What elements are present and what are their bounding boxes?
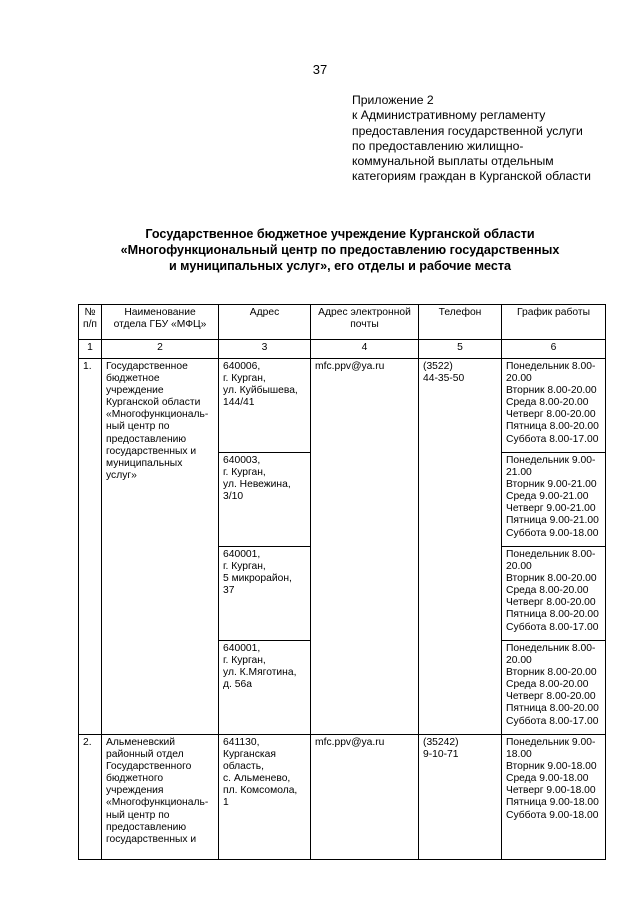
appendix-line: предоставления государственной услуги [352,123,583,138]
office-name-line: районный отдел [106,749,184,761]
schedule-line: Среда 8.00-20.00 [506,397,589,409]
office-name-line: бюджетное [106,373,160,385]
schedule-cell [502,453,606,547]
schedule-line: Понедельник 8.00- [506,549,596,560]
office-name-line: предоставлению [106,433,187,445]
header-text: № [84,307,96,318]
schedule-line: Понедельник 9.00- [506,455,596,466]
schedule-line: 21.00 [506,467,532,479]
office-name-cell [102,735,219,860]
schedule-line: Четверг 8.00-20.00 [506,409,596,421]
address-cell [219,641,311,735]
table-row [79,735,606,860]
title-line: Государственное бюджетное учреждение Курганской области [145,227,535,241]
schedule-line: 20.00 [506,655,532,667]
appendix-line: к Административному регламенту [352,108,546,123]
table-row [79,359,606,453]
address-line: г. Курган, [223,373,266,385]
schedule-cell [502,547,606,641]
address-line: 641130, [223,737,260,748]
header-text: Наименование [124,307,196,318]
schedule-line: Четверг 9.00-18.00 [506,785,596,797]
header-cell-address [219,305,311,340]
schedule-cell [502,735,606,860]
header-cell-email [311,305,419,340]
address-line: область, [223,761,265,773]
office-name-line: Курганской области [106,397,201,409]
address-line: пл. Комсомола, [223,785,298,797]
column-number: 2 [102,340,219,359]
phone-cell [419,359,502,735]
address-line: с. Альменево, [223,773,291,785]
header-cell-phone [419,305,502,340]
column-number-row [79,340,606,359]
schedule-cell [502,359,606,453]
office-name-line: предоставлению [106,821,187,833]
page-number: 37 [312,62,328,77]
address-line: ул. Куйбышева, [223,385,298,397]
office-name-line: ный центр по [106,809,170,821]
column-number: 3 [219,340,311,359]
address-cell [219,359,311,453]
schedule-line: Среда 8.00-20.00 [506,585,589,597]
office-name-line: Альменевский [106,737,175,748]
schedule-line: Вторник 9.00-18.00 [506,761,597,773]
schedule-line: Вторник 8.00-20.00 [506,573,597,585]
email-cell: mfc.ppv@ya.ru [311,735,419,860]
schedule-line: Четверг 8.00-20.00 [506,597,596,609]
header-text: График работы [517,307,591,318]
office-name-line: «Многофункциональ- [106,797,209,809]
header-text: Телефон [438,307,482,318]
address-line: 5 микрорайон, [223,573,292,585]
schedule-line: Вторник 8.00-20.00 [506,667,597,679]
schedule-line: Четверг 9.00-21.00 [506,503,596,515]
column-number: 1 [79,340,102,359]
phone-line: (3522) [423,361,453,372]
header-text: почты [350,319,379,331]
office-name-line: учреждение [106,385,164,397]
column-number: 6 [502,340,606,359]
row-number-cell: 2. [79,735,102,860]
schedule-line: Суббота 9.00-18.00 [506,809,599,821]
schedule-line: Суббота 8.00-17.00 [506,621,599,633]
schedule-line: Пятница 8.00-20.00 [506,609,599,621]
appendix-line: коммунальной выплаты отдельным [352,154,554,169]
appendix-line: Приложение 2 [352,93,434,107]
header-text: отдела ГБУ «МФЦ» [113,319,207,331]
phone-line: (35242) [423,737,459,748]
office-name-line: Государственного [106,761,192,773]
schedule-line: Вторник 8.00-20.00 [506,385,597,397]
schedule-line: Пятница 9.00-18.00 [506,797,599,809]
address-line: Курганская [223,749,276,761]
office-name-line: «Многофункциональ- [106,409,209,421]
office-name-line: бюджетного [106,773,164,785]
phone-line: 44-35-50 [423,373,465,385]
schedule-line: Пятница 8.00-20.00 [506,421,599,433]
column-number: 5 [419,340,502,359]
appendix-note [352,93,622,185]
office-name-line: государственных и [106,445,197,457]
office-name-line: государственных и [106,833,197,845]
schedule-line: 18.00 [506,749,532,761]
email-cell: mfc.ppv@ya.ru [311,359,419,735]
address-line: г. Курган, [223,467,266,479]
title-line: «Многофункциональный центр по предоставлению государственных [120,243,560,257]
schedule-line: Среда 9.00-21.00 [506,491,589,503]
address-cell [219,735,311,860]
schedule-line: 20.00 [506,373,532,385]
schedule-line: Среда 9.00-18.00 [506,773,589,785]
schedule-line: Среда 8.00-20.00 [506,679,589,691]
schedule-line: Четверг 8.00-20.00 [506,691,596,703]
address-line: 1 [223,797,229,809]
schedule-line: Вторник 9.00-21.00 [506,479,597,491]
office-name-line: муниципальных [106,457,183,469]
office-name-line: учреждения [106,785,164,797]
address-cell [219,453,311,547]
office-name-cell [102,359,219,735]
header-cell-schedule [502,305,606,340]
address-line: ул. К.Мяготина, [223,667,297,679]
title-line: и муниципальных услуг», его отделы и рабочие места [168,259,512,273]
address-line: 3/10 [223,491,244,503]
row-number-cell: 1. [79,359,102,735]
appendix-line: по предоставлению жилищно- [352,138,524,153]
address-line: г. Курган, [223,655,266,667]
schedule-line: Пятница 9.00-21.00 [506,515,599,527]
schedule-line: Суббота 9.00-18.00 [506,527,599,539]
address-cell [219,547,311,641]
office-name-line: ный центр по [106,421,170,433]
address-line: г. Курган, [223,561,266,573]
document-title [60,226,620,274]
address-line: 640001, [223,643,261,654]
appendix-line: категориям граждан в Курганской области [352,169,591,184]
office-name-line: Государственное [106,361,188,372]
address-line: 144/41 [223,397,255,409]
office-name-line: услуг» [106,469,137,481]
address-line: 640001, [223,549,261,560]
header-text: п/п [83,319,98,331]
header-text: Адрес электронной [318,307,411,318]
schedule-line: Пятница 8.00-20.00 [506,703,599,715]
header-text: Адрес [249,307,280,318]
phone-line: 9-10-71 [423,749,459,761]
schedule-line: Понедельник 8.00- [506,643,596,654]
address-line: ул. Невежина, [223,479,291,491]
schedule-line: 20.00 [506,561,532,573]
schedule-cell [502,641,606,735]
address-line: 640006, [223,361,261,372]
address-line: 37 [223,585,235,597]
header-cell-name [102,305,219,340]
schedule-line: Понедельник 9.00- [506,737,596,748]
schedule-line: Суббота 8.00-17.00 [506,433,599,445]
header-cell-num [79,305,102,340]
phone-cell [419,735,502,860]
table-header-row [79,305,606,340]
mfc-offices-table [78,304,606,860]
schedule-line: Суббота 8.00-17.00 [506,715,599,727]
address-line: д. 56а [223,679,252,691]
address-line: 640003, [223,455,261,466]
schedule-line: Понедельник 8.00- [506,361,596,372]
column-number: 4 [311,340,419,359]
